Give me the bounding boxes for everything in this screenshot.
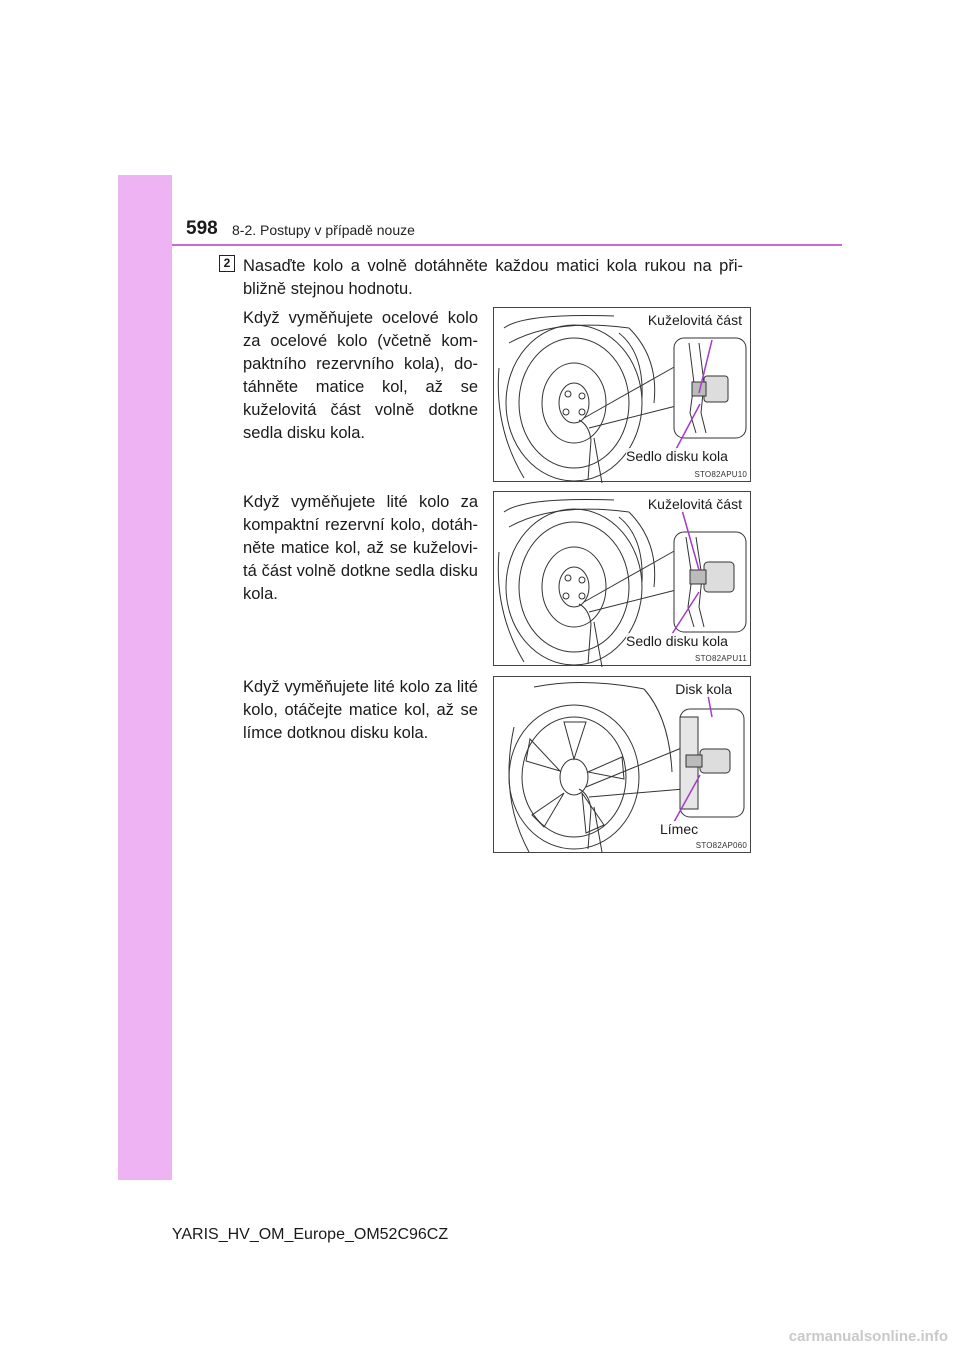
label-collar: Límec	[660, 821, 699, 837]
figure-code: STO82APU11	[695, 654, 747, 663]
label-wheel-seat: Sedlo disku kola	[626, 633, 728, 649]
label-wheel-disc: Disk kola	[675, 681, 732, 697]
section-title: 8-2. Postupy v případě nouze	[232, 222, 415, 238]
paragraph-alloy-to-compact: Když vyměňujete lité kolo za kompaktní rezervní kolo, dotáhněte matice kol, až se kuželovitá část volně dotkne sedla disku kola.	[243, 493, 478, 603]
paragraph-steel-wheel: Když vyměňujete ocelové kolo za ocelové kolo (včetně kompaktního rezervního kola), dotáhněte matice kol, až se kuželovitá část volně dotkne sedla disku kola.	[243, 309, 478, 442]
step-number-badge: 2	[219, 255, 235, 272]
figure-code: STO82AP060	[695, 841, 747, 850]
figure-steel-wheel	[493, 307, 751, 482]
page-number: 598	[186, 218, 218, 239]
header-divider	[172, 244, 842, 246]
paragraph-alloy-to-alloy: Když vyměňujete lité kolo za lité kolo, otáčejte matice kol, až se límce dotknou disku kola.	[243, 678, 478, 742]
figure-compact-spare	[493, 491, 751, 666]
label-wheel-seat: Sedlo disku kola	[626, 448, 728, 464]
watermark-text: carmanualsonline.info	[788, 1328, 948, 1345]
figure-code: STO82APU10	[694, 470, 747, 479]
label-conical-part: Kuželovitá část	[647, 312, 742, 328]
document-footer-id: YARIS_HV_OM_Europe_OM52C96CZ	[171, 1226, 449, 1243]
wheel-illustration	[494, 677, 752, 854]
label-conical-part: Kuželovitá část	[647, 496, 742, 512]
chapter-sidebar-tab	[118, 175, 172, 1180]
figure-alloy-wheel	[493, 676, 751, 853]
step-instruction: Nasaďte kolo a volně dotáhněte každou matici kola rukou na přibližně stejnou hodnotu.	[243, 257, 743, 298]
